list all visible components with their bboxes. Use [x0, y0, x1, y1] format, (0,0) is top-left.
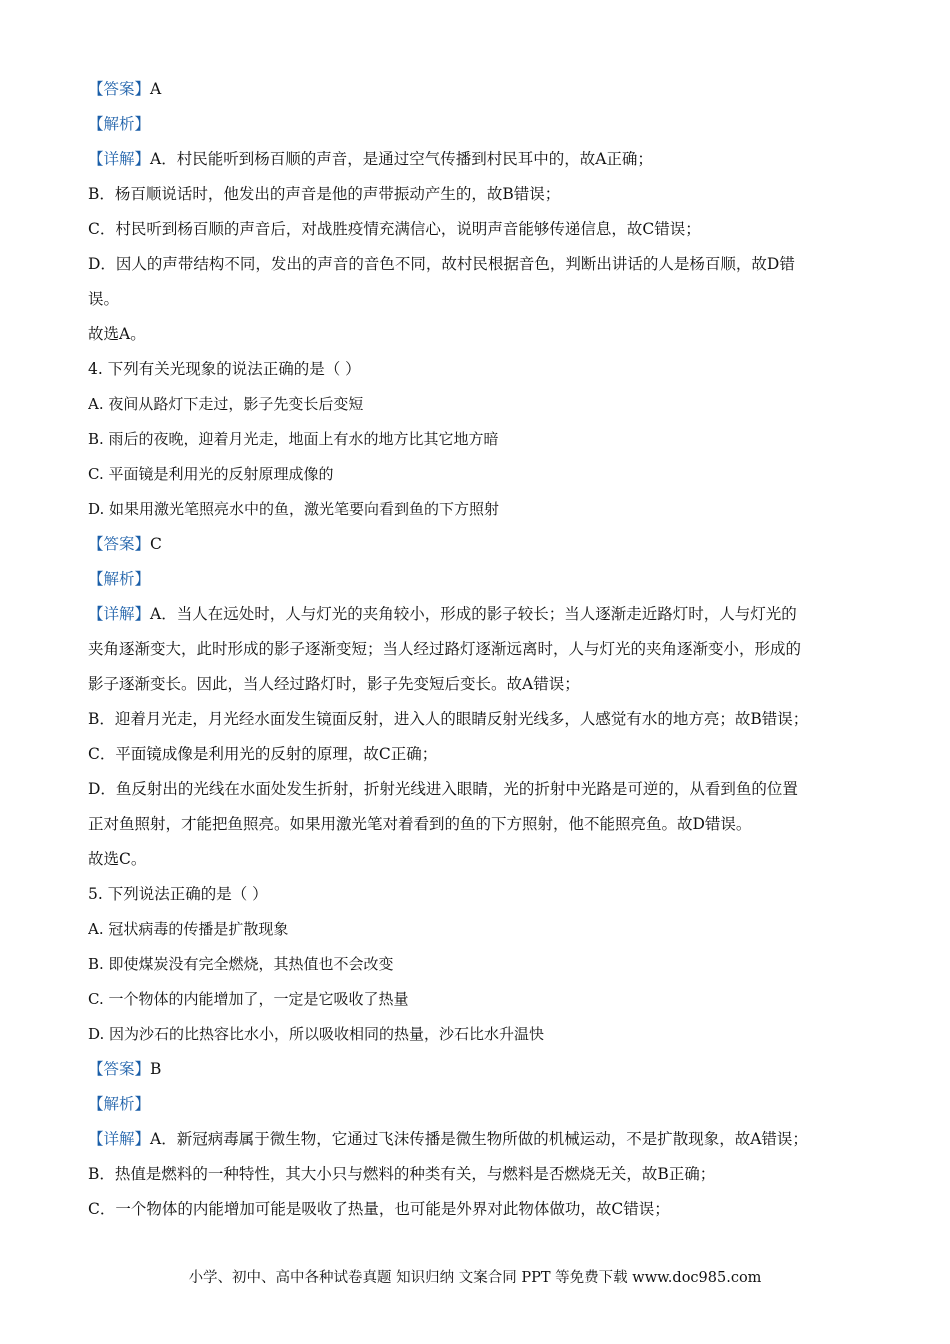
answer-tag: 【答案】 [88, 535, 151, 553]
detail-text: D．因人的声带结构不同，发出的声音的音色不同，故村民根据音色，判断出讲话的人是杨百顺，故D错 [88, 255, 795, 273]
answer-tag: 【答案】 [88, 1060, 151, 1078]
detail-text: C．一个物体的内能增加可能是吸收了热量，也可能是外界对此物体做功，故C错误； [88, 1200, 670, 1218]
answer-line [88, 1052, 878, 1087]
detail-tag: 【详解】 [88, 605, 151, 623]
detail-text: C．村民听到杨百顺的声音后，对战胜疫情充满信心，说明声音能够传递信息，故C错误； [88, 220, 701, 238]
detail-text: 正对鱼照射，才能把鱼照亮。如果用激光笔对着看到的鱼的下方照射，他不能照亮鱼。故D错误。 [88, 815, 752, 833]
detail-line [88, 1122, 878, 1157]
conclusion-text: 故选A。 [88, 325, 146, 343]
question-option: C. 一个物体的内能增加了，一定是它吸收了热量 [88, 990, 409, 1008]
document-page [88, 72, 878, 1227]
question-option: D. 如果用激光笔照亮水中的鱼，激光笔要向看到鱼的下方照射 [88, 500, 500, 518]
detail-text: B．杨百顺说话时，他发出的声音是他的声带振动产生的，故B错误； [88, 185, 561, 203]
answer-value: A [150, 80, 162, 98]
detail-text: A．村民能听到杨百顺的声音，是通过空气传播到村民耳中的，故A正确； [150, 150, 653, 168]
detail-text: D．鱼反射出的光线在水面处发生折射，折射光线进入眼睛，光的折射中光路是可逆的，从看到鱼的位置 [88, 780, 798, 798]
answer-value: B [150, 1060, 162, 1078]
question-option: C. 平面镜是利用光的反射原理成像的 [88, 465, 334, 483]
conclusion-text: 故选C。 [88, 850, 147, 868]
detail-text: 夹角逐渐变大，此时形成的影子逐渐变短；当人经过路灯逐渐远离时，人与灯光的夹角逐渐变小，形成的 [88, 640, 802, 658]
detail-line [88, 597, 878, 632]
question-option: B. 雨后的夜晚，迎着月光走，地面上有水的地方比其它地方暗 [88, 430, 499, 448]
detail-text: B．热值是燃料的一种特性，其大小只与燃料的种类有关，与燃料是否燃烧无关，故B正确； [88, 1165, 716, 1183]
detail-text: A．当人在远处时，人与灯光的夹角较小，形成的影子较长；当人逐渐走近路灯时，人与灯光的 [150, 605, 797, 623]
analysis-tag: 【解析】 [88, 570, 151, 588]
question-option: B. 即使煤炭没有完全燃烧，其热值也不会改变 [88, 955, 394, 973]
detail-tag: 【详解】 [88, 1130, 151, 1148]
answer-tag: 【答案】 [88, 80, 151, 98]
question-option: A. 冠状病毒的传播是扩散现象 [88, 920, 289, 938]
question-stem: 5. 下列说法正确的是（ ） [88, 885, 268, 903]
detail-text: 误。 [88, 290, 120, 308]
detail-tag: 【详解】 [88, 150, 151, 168]
detail-text: A．新冠病毒属于微生物，它通过飞沫传播是微生物所做的机械运动，不是扩散现象，故A错误； [150, 1130, 808, 1148]
analysis-tag: 【解析】 [88, 115, 151, 133]
answer-line [88, 527, 878, 562]
detail-line [88, 142, 878, 177]
answer-line [88, 72, 878, 107]
detail-text: 影子逐渐变长。因此，当人经过路灯时，影子先变短后变长。故A错误； [88, 675, 580, 693]
question-stem: 4. 下列有关光现象的说法正确的是（ ） [88, 360, 361, 378]
detail-text: B．迎着月光走，月光经水面发生镜面反射，进入人的眼睛反射光线多，人感觉有水的地方亮；故B错误； [88, 710, 809, 728]
page-footer: 小学、初中、高中各种试卷真题 知识归纳 文案合同 PPT 等免费下载 www.doc985.com [188, 1270, 762, 1286]
question-option: D. 因为沙石的比热容比水小，所以吸收相同的热量，沙石比水升温快 [88, 1025, 545, 1043]
analysis-tag: 【解析】 [88, 1095, 151, 1113]
question-option: A. 夜间从路灯下走过，影子先变长后变短 [88, 395, 364, 413]
detail-text: C．平面镜成像是利用光的反射的原理，故C正确； [88, 745, 438, 763]
answer-value: C [150, 535, 162, 553]
